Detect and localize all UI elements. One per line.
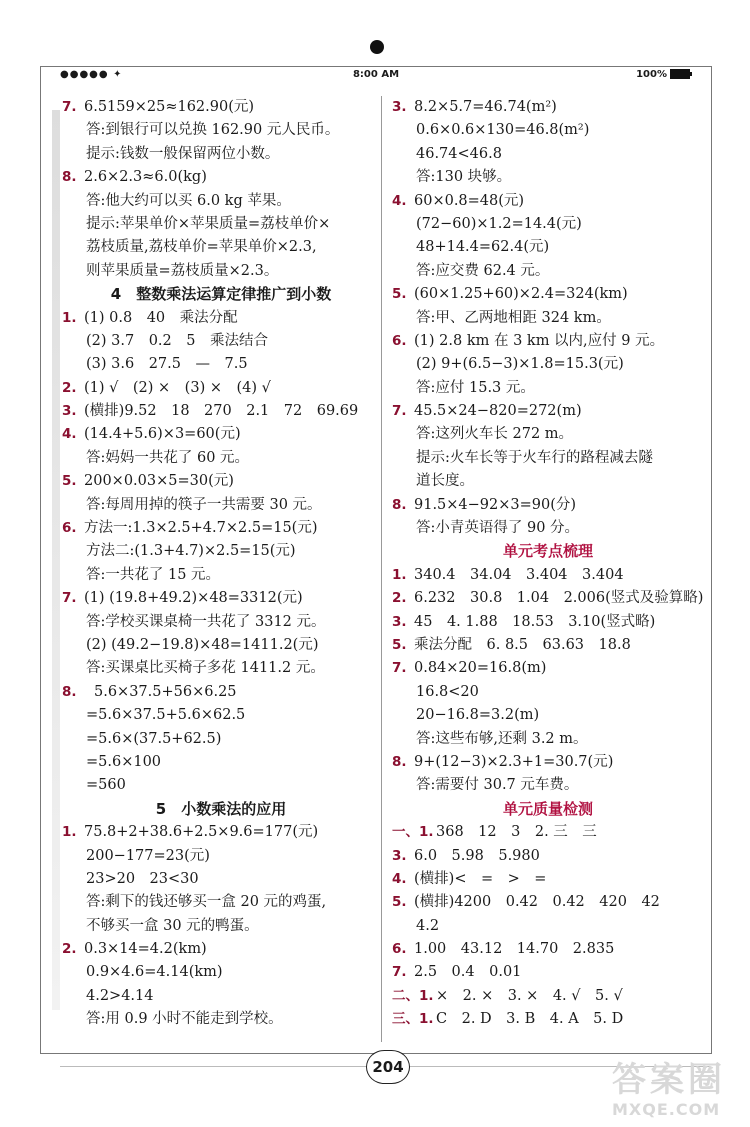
answer-text: (横排)9.52 18 270 2.1 72 69.69 [84, 403, 359, 420]
status-bar [40, 66, 712, 84]
answer-line [62, 1008, 380, 1031]
answer-line [62, 260, 380, 283]
watermark-text: 答案圈 [612, 1060, 726, 1100]
answer-line [62, 423, 380, 446]
watermark-logo [612, 1060, 742, 1120]
answer-text: 答:学校买课桌椅一共花了 3312 元。 [86, 613, 326, 630]
answer-line [392, 611, 704, 634]
answer-line [392, 728, 704, 751]
answer-text: 60×0.8=48(元) [414, 192, 525, 209]
answer-line [392, 985, 704, 1008]
answer-line [62, 845, 380, 868]
answer-line [62, 166, 380, 189]
answer-text: 1.00 43.12 14.70 2.835 [414, 941, 615, 958]
answer-text: 340.4 34.04 3.404 3.404 [414, 566, 624, 583]
answer-text: 不够买一盒 30 元的鸭蛋。 [86, 917, 259, 934]
answer-line [392, 494, 704, 517]
answer-line [62, 353, 380, 376]
answer-line [392, 774, 704, 797]
answer-text: (2) (49.2−19.8)×48=1411.2(元) [86, 636, 319, 653]
question-number: 3. [62, 403, 77, 420]
answer-text: 2.5 0.4 0.01 [414, 964, 522, 981]
answer-text: 道长度。 [416, 473, 474, 490]
question-number: 6. [392, 941, 407, 958]
answer-text: 45.5×24−820=272(m) [414, 403, 582, 420]
answer-line [62, 985, 380, 1008]
answer-line [392, 891, 704, 914]
question-number: 6. [62, 520, 77, 537]
answer-text: 48+14.4=62.4(元) [416, 239, 550, 256]
answer-text: 6.232 30.8 1.04 2.006(竖式及验算略) [414, 590, 704, 607]
answer-line [392, 377, 704, 400]
answer-text: 答:一共花了 15 元。 [86, 566, 221, 583]
answer-text: 5.6×37.5+56×6.25 [94, 683, 237, 700]
status-time: 8:00 AM [352, 69, 400, 80]
section-heading: 4 整数乘法运算定律推广到小数 [110, 285, 332, 304]
answer-text: (72−60)×1.2=14.4(元) [416, 215, 582, 232]
answer-text: 91.5×4−92×3=90(分) [414, 496, 577, 513]
answer-line [62, 236, 380, 259]
answer-line [62, 938, 380, 961]
question-number: 5. [392, 636, 407, 653]
answer-line [62, 96, 380, 119]
answer-text: 乘法分配 6. 8.5 63.63 18.8 [414, 636, 631, 653]
answer-text: 4.2 [416, 917, 440, 934]
answer-text: 0.84×20=16.8(m) [414, 660, 547, 677]
answer-line [62, 915, 380, 938]
answer-text: 答:这些布够,还剩 3.2 m。 [416, 730, 588, 747]
answer-line [62, 961, 380, 984]
answer-line [392, 447, 704, 470]
answer-line [62, 190, 380, 213]
answer-text: (横排)4200 0.42 0.42 420 42 [414, 894, 660, 911]
answer-text: 2.6×2.3≈6.0(kg) [84, 169, 207, 186]
answer-text: 答:用 0.9 小时不能走到学校。 [86, 1011, 283, 1028]
answer-text: (2) 9+(6.5−3)×1.8=15.3(元) [416, 356, 624, 373]
question-number: 5. [392, 894, 407, 911]
answer-text: (1) 2.8 km 在 3 km 以内,应付 9 元。 [414, 332, 665, 349]
question-number: 1. [392, 566, 407, 583]
battery-percent: 100% [636, 69, 667, 80]
answer-text: (60×1.25+60)×2.4=324(km) [414, 286, 628, 303]
answer-line [392, 143, 704, 166]
question-number: 二、1. [392, 987, 434, 1004]
answer-line [392, 915, 704, 938]
answer-line [62, 213, 380, 236]
answer-text: 荔枝质量,荔枝单价=苹果单价×2.3, [86, 239, 317, 256]
answer-line [392, 1008, 704, 1031]
answer-text: 9+(12−3)×2.3+1=30.7(元) [414, 753, 614, 770]
answer-text: 200×0.03×5=30(元) [84, 473, 234, 490]
answer-line [62, 681, 380, 704]
question-number: 7. [392, 660, 407, 677]
answer-text: 45 4. 1.88 18.53 3.10(竖式略) [414, 613, 656, 630]
question-number: 7. [62, 590, 77, 607]
question-number: 3. [392, 99, 407, 115]
camera-dot [370, 40, 384, 54]
answer-line [62, 657, 380, 680]
answer-line [392, 868, 704, 891]
answer-text: =560 [86, 777, 126, 794]
answer-text: 368 12 3 2. 三 三 [436, 824, 597, 841]
answer-text: 0.3×14=4.2(km) [84, 941, 207, 958]
section-heading: 单元质量检测 [502, 799, 593, 818]
answer-text: 23>20 23<30 [86, 870, 199, 887]
question-number: 1. [62, 824, 77, 841]
answer-line [392, 400, 704, 423]
question-number: 三、1. [392, 1011, 434, 1028]
answer-line [62, 564, 380, 587]
answer-line [392, 634, 704, 657]
answer-text: =5.6×37.5+5.6×62.5 [86, 707, 246, 724]
answer-line [392, 564, 704, 587]
answer-text: 6.5159×25≈162.90(元) [84, 99, 255, 115]
answer-text: × 2. × 3. × 4. √ 5. √ [436, 987, 623, 1004]
question-number: 2. [392, 590, 407, 607]
question-number: 8. [62, 683, 77, 700]
answer-line [392, 657, 704, 680]
answer-column-left [62, 96, 380, 1032]
answer-line [392, 751, 704, 774]
section-heading: 单元考点梳理 [502, 542, 593, 561]
answer-text: C 2. D 3. B 4. A 5. D [436, 1011, 624, 1028]
answer-line [62, 470, 380, 493]
question-number: 1. [62, 309, 77, 326]
answer-line [392, 961, 704, 984]
answer-text: 答:需要付 30.7 元车费。 [416, 777, 579, 794]
answer-text: 答:这列火车长 272 m。 [416, 426, 574, 443]
answer-text: 答:甲、乙两地相距 324 km。 [416, 309, 611, 326]
answer-line [392, 353, 704, 376]
question-number: 2. [62, 379, 77, 396]
answer-text: 答:剩下的钱还够买一盒 20 元的鸡蛋, [86, 894, 327, 911]
question-number: 7. [392, 403, 407, 420]
answer-line [392, 283, 704, 306]
answer-line [62, 330, 380, 353]
question-number: 4. [392, 192, 407, 209]
answer-text: 20−16.8=3.2(m) [416, 707, 540, 724]
answer-line [392, 938, 704, 961]
question-number: 8. [392, 753, 407, 770]
question-number: 4. [392, 870, 407, 887]
answer-line [62, 447, 380, 470]
answer-text: 答:到银行可以兑换 162.90 元人民币。 [86, 122, 340, 139]
answer-line [62, 634, 380, 657]
answer-text: 答:每周用掉的筷子一共需要 30 元。 [86, 496, 322, 513]
answer-line [392, 587, 704, 610]
answer-line [392, 96, 704, 119]
answer-text: 答:他大约可以买 6.0 kg 苹果。 [86, 192, 291, 209]
signal-indicator: ●●●●● ✦ [60, 69, 123, 80]
answer-line [392, 236, 704, 259]
question-number: 5. [62, 473, 77, 490]
answer-line [62, 540, 380, 563]
answer-text: 4.2>4.14 [86, 987, 154, 1004]
answer-line [392, 307, 704, 330]
answer-line [392, 517, 704, 540]
answer-line [392, 423, 704, 446]
answer-text: 答:应交费 62.4 元。 [416, 262, 550, 279]
answer-text: 答:小青英语得了 90 分。 [416, 520, 580, 537]
question-number: 一、1. [392, 824, 434, 841]
question-number: 4. [62, 426, 77, 443]
answer-text: 16.8<20 [416, 683, 479, 700]
answer-text: 8.2×5.7=46.74(m²) [414, 99, 557, 115]
answer-line [392, 470, 704, 493]
answer-text: (横排)< = > = [414, 870, 547, 887]
answer-text: 0.9×4.6=4.14(km) [86, 964, 223, 981]
question-number: 6. [392, 332, 407, 349]
question-number: 5. [392, 286, 407, 303]
answer-text: 6.0 5.98 5.980 [414, 847, 540, 864]
answer-text: 0.6×0.6×130=46.8(m²) [416, 122, 590, 139]
answer-line [62, 119, 380, 142]
battery-icon [670, 69, 690, 79]
answer-text: (3) 3.6 27.5 — 7.5 [86, 356, 248, 373]
question-number: 7. [392, 964, 407, 981]
answer-text: 46.74<46.8 [416, 145, 502, 162]
question-number: 2. [62, 941, 77, 958]
answer-line [62, 377, 380, 400]
answer-text: 75.8+2+38.6+2.5×9.6=177(元) [84, 824, 319, 841]
answer-text: 方法一:1.3×2.5+4.7×2.5=15(元) [84, 520, 318, 537]
question-number: 3. [392, 847, 407, 864]
answer-text: 答:应付 15.3 元。 [416, 379, 535, 396]
watermark-url: MXQE.COM [612, 1100, 721, 1119]
section-heading: 5 小数乘法的应用 [155, 799, 287, 818]
page-number: 204 [366, 1050, 410, 1084]
answer-line [62, 400, 380, 423]
answer-line [392, 119, 704, 142]
answer-line [392, 681, 704, 704]
answer-line [392, 190, 704, 213]
question-number: 7. [62, 99, 77, 115]
answer-text: 200−177=23(元) [86, 847, 210, 864]
answer-line [62, 494, 380, 517]
answer-line [62, 517, 380, 540]
answer-line [392, 166, 704, 189]
answer-column-right [392, 96, 704, 1032]
answer-line [62, 868, 380, 891]
question-number: 8. [62, 169, 77, 186]
answer-text: =5.6×(37.5+62.5) [86, 730, 222, 747]
answer-line [392, 704, 704, 727]
answer-line [62, 891, 380, 914]
answer-text: 提示:火车长等于火车行的路程减去隧 [416, 449, 653, 466]
page-spine-shadow [52, 110, 60, 1010]
answer-text: 答:130 块够。 [416, 169, 512, 186]
answer-text: (1) (19.8+49.2)×48=3312(元) [84, 590, 303, 607]
answer-text: 答:妈妈一共花了 60 元。 [86, 449, 250, 466]
answer-line [62, 704, 380, 727]
answer-text: 则苹果质量=荔枝质量×2.3。 [86, 262, 279, 279]
answer-line [62, 587, 380, 610]
question-number: 8. [392, 496, 407, 513]
answer-line [392, 260, 704, 283]
answer-text: (14.4+5.6)×3=60(元) [84, 426, 241, 443]
answer-text: 答:买课桌比买椅子多花 1411.2 元。 [86, 660, 325, 677]
answer-line [62, 143, 380, 166]
answer-line [62, 728, 380, 751]
answer-line [392, 821, 704, 844]
answer-line [62, 611, 380, 634]
answer-line [62, 774, 380, 797]
answer-line [62, 751, 380, 774]
answer-text: =5.6×100 [86, 753, 162, 770]
answer-text: 提示:苹果单价×苹果质量=荔枝单价× [86, 215, 331, 232]
battery-indicator [636, 69, 690, 80]
column-divider [381, 96, 382, 1042]
answer-line [392, 845, 704, 868]
answer-text: (1) 0.8 40 乘法分配 [84, 309, 238, 326]
answer-line [392, 330, 704, 353]
answer-text: 提示:钱数一般保留两位小数。 [86, 145, 280, 162]
answer-line [392, 213, 704, 236]
question-number: 3. [392, 613, 407, 630]
answer-text: (2) 3.7 0.2 5 乘法结合 [86, 332, 268, 349]
answer-line [62, 307, 380, 330]
answer-text: 方法二:(1.3+4.7)×2.5=15(元) [86, 543, 296, 560]
answer-text: (1) √ (2) × (3) × (4) √ [84, 379, 271, 396]
answer-line [62, 821, 380, 844]
